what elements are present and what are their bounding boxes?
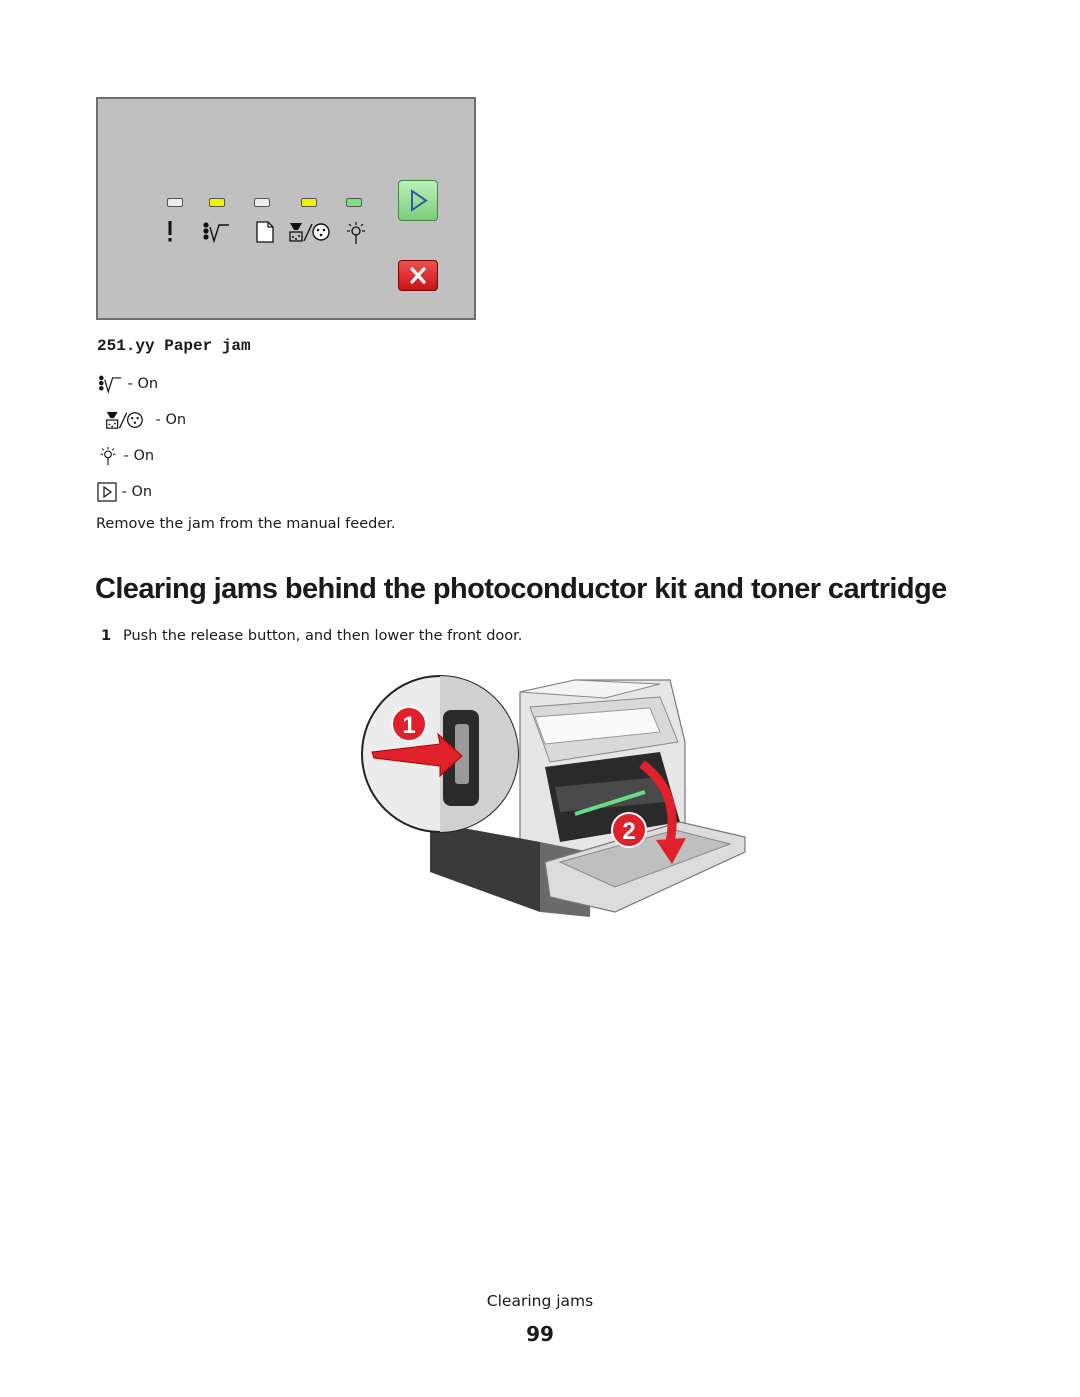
instruction-text: Remove the jam from the manual feeder. xyxy=(96,516,396,532)
toner-photoconductor-icon xyxy=(288,221,330,247)
exclamation-icon xyxy=(166,221,174,247)
status-line-paper-jam xyxy=(97,373,158,395)
paper-icon xyxy=(256,221,274,247)
ready-light-icon xyxy=(344,221,368,249)
paper-jam-icon xyxy=(201,221,231,247)
printer-illustration xyxy=(360,672,755,927)
callout-1-label: 1 xyxy=(402,712,416,739)
status-line-toner xyxy=(97,409,186,431)
control-panel-image xyxy=(96,97,476,320)
page-number: 99 xyxy=(526,1322,554,1346)
status-line-ready xyxy=(97,445,154,467)
status-line-go xyxy=(97,481,152,503)
paper-jam-led xyxy=(209,198,225,207)
section-heading: Clearing jams behind the photoconductor kit and toner cartridge xyxy=(95,573,947,605)
status-state: - On xyxy=(123,448,155,464)
error-led xyxy=(167,198,183,207)
step-number: 1 xyxy=(101,628,112,644)
status-state: - On xyxy=(127,376,159,392)
load-paper-led xyxy=(254,198,270,207)
status-state: - On xyxy=(121,484,153,500)
stop-button xyxy=(398,260,438,291)
status-state: - On xyxy=(155,412,187,428)
ready-led xyxy=(346,198,362,207)
go-button-icon xyxy=(97,482,117,502)
x-cross-icon xyxy=(399,261,437,290)
toner-photoconductor-icon xyxy=(97,410,151,430)
status-code-title: 251.yy Paper jam xyxy=(97,337,251,355)
callout-2-label: 2 xyxy=(622,818,636,845)
step-text: Push the release button, and then lower the front door. xyxy=(123,628,523,644)
go-button xyxy=(398,180,438,221)
ready-light-icon xyxy=(97,446,119,466)
play-arrow-icon xyxy=(399,181,437,220)
toner-led xyxy=(301,198,317,207)
footer-section: Clearing jams xyxy=(486,1292,594,1310)
paper-jam-icon xyxy=(97,374,123,394)
